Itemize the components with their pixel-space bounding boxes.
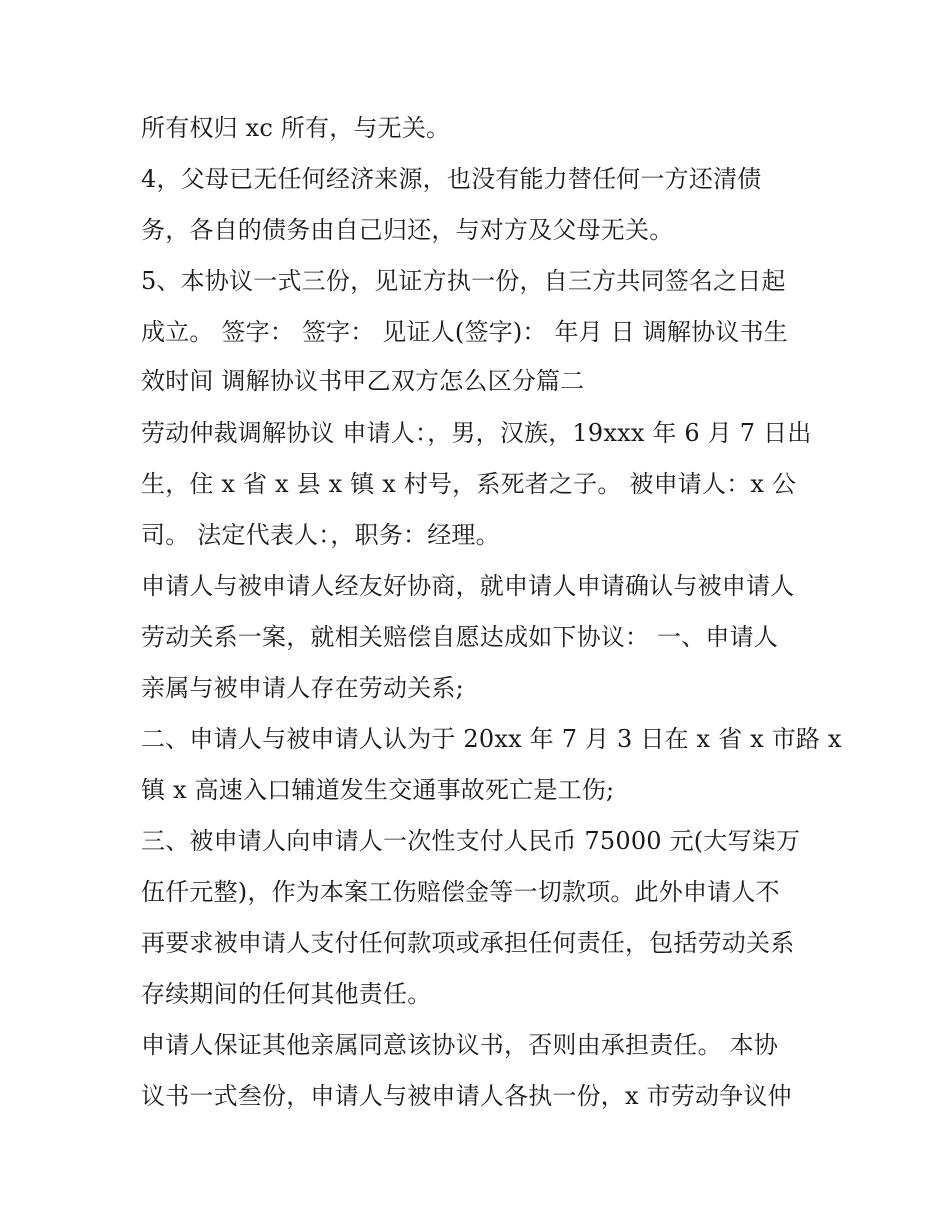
text-line: 亲属与被申请人存在劳动关系;	[141, 674, 464, 702]
text-line: 成立。 签字： 签字： 见证人(签字)： 年月 日 调解协议书生	[141, 318, 788, 346]
text-line: 劳动仲裁调解协议 申请人：，男，汉族，19xxx 年 6 月 7 日出	[141, 419, 812, 447]
text-line: 镇 x 高速入口辅道发生交通事故死亡是工伤;	[141, 776, 615, 804]
text-line: 劳动关系一案，就相关赔偿自愿达成如下协议： 一、申请人	[141, 623, 779, 651]
text-line: 申请人与被申请人经友好协商，就申请人申请确认与被申请人	[141, 572, 795, 600]
text-line: 效时间 调解协议书甲乙双方怎么区分篇二	[141, 367, 585, 395]
text-line: 司。 法定代表人：，职务：经理。	[141, 521, 500, 549]
text-line: 存续期间的任何其他责任。	[141, 980, 432, 1008]
text-line: 生，住 x 省 x 县 x 镇 x 村号，系死者之子。 被申请人：x 公	[141, 470, 797, 498]
text-line: 申请人保证其他亲属同意该协议书，否则由承担责任。 本协	[141, 1031, 779, 1059]
text-line: 务，各自的债务由自己归还，与对方及父母无关。	[141, 216, 674, 244]
text-line: 5、本协议一式三份，见证方执一份，自三方共同签名之日起	[141, 267, 786, 295]
text-line: 再要求被申请人支付任何款项或承担任何责任，包括劳动关系	[141, 929, 795, 957]
text-line: 议书一式叁份，申请人与被申请人各执一份，x 市劳动争议仲	[141, 1082, 792, 1110]
text-line: 4，父母已无任何经济来源，也没有能力替任何一方还清债	[141, 165, 762, 193]
text-line: 所有权归 xc 所有，与无关。	[141, 114, 451, 142]
text-line: 三、被申请人向申请人一次性支付人民币 75000 元(大写柒万	[141, 827, 801, 855]
text-line: 伍仟元整)，作为本案工伤赔偿金等一切款项。此外申请人不	[141, 878, 780, 906]
text-line: 二、申请人与被申请人认为于 20xx 年 7 月 3 日在 x 省 x 市路 x	[141, 725, 842, 753]
